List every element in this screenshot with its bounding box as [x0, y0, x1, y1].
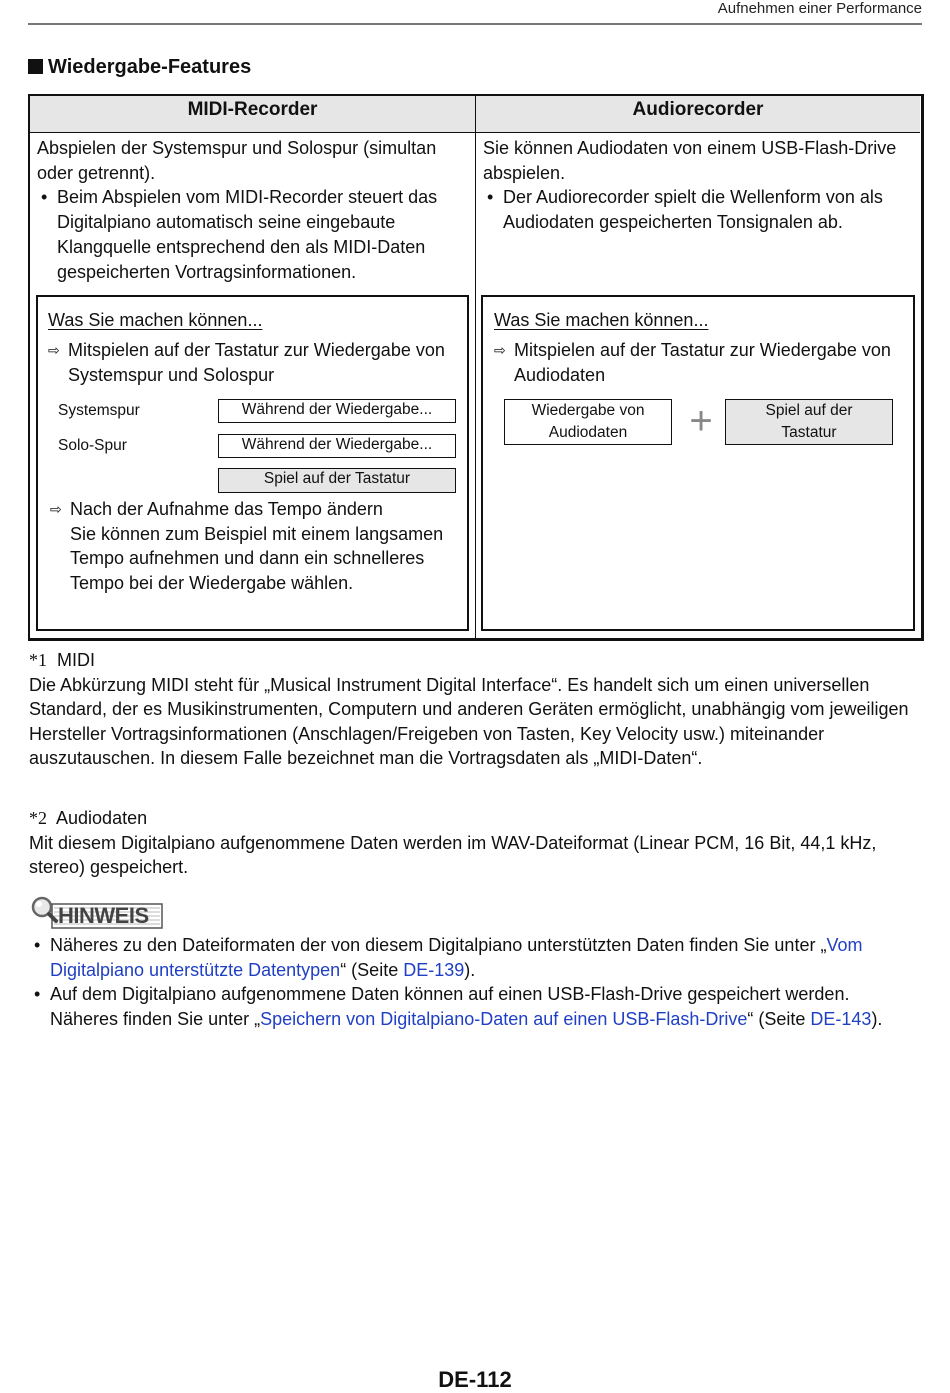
hinweis-note-2: • Auf dem Digitalpiano aufgenommene Daten können auf einen USB-Flash-Drive gespeichert werden. Näheres finden Sie unter „Speichern von Digitalpiano-Daten auf einen USB-Flash-Drive“ (Seite DE-143).: [30, 982, 922, 1031]
footnote-midi-text: Die Abkürzung MIDI steht für „Musical Instrument Digital Interface“. Es handelt sich um einen universellen Standard, der es Musikinstrumenten, Computern und anderen Geräten ermöglicht, unabhängig vom jeweiligen Hersteller Vortragsinformationen (Anschlagen/Freigeben von Tasten, Key Velocity usw.) miteinander auszutauschen. In diesem Falle bezeichnet man die Vortragsdaten als „MIDI-Daten“.: [29, 674, 909, 769]
arrow-right-icon: ⇨: [494, 342, 506, 358]
midi-box-title: Was Sie machen können...: [48, 310, 263, 330]
column-divider: [475, 94, 476, 640]
footnote-audio-text: Mit diesem Digitalpiano aufgenommene Daten werden im WAV-Dateiformat (Linear PCM, 16 Bit, 44,1 kHz, stereo) gespeichert.: [29, 832, 877, 878]
midi-item-2: ⇨ Nach der Aufnahme das Tempo ändern Sie können zum Beispiel mit einem langsamen Tempo aufnehmen und dann ein schnelleres Tempo bei der Wiedergabe wählen.: [50, 499, 444, 594]
midi-description: [37, 136, 469, 284]
square-bullet-icon: [28, 59, 43, 74]
hinweis-note-1: • Näheres zu den Dateiformaten der von diesem Digitalpiano unterstützten Daten finden Sie unter „Vom Digitalpiano unterstützte Datentypen“ (Seite DE-139).: [30, 933, 922, 982]
audio-box-title: Was Sie machen können...: [494, 310, 709, 330]
audio-keyboard-play-box: Spiel auf der Tastatur: [725, 399, 893, 445]
audio-recorder-heading: Audiorecorder: [632, 99, 764, 120]
audio-intro: Sie können Audiodaten von einem USB-Flash-Drive abspielen.: [483, 138, 897, 183]
audio-bullet: • Der Audiorecorder spielt die Wellenform von als Audiodaten gespeicherten Tonsignalen ab.: [483, 185, 913, 234]
page-number: DE-112: [438, 1367, 512, 1392]
footnote-midi-heading: *1 MIDI: [29, 650, 96, 670]
audio-playback-box: Wiedergabe von Audiodaten: [504, 399, 672, 445]
audio-description: [483, 136, 913, 235]
midi-recorder-heading: MIDI-Recorder: [187, 99, 318, 120]
midi-item-1: ⇨ Mitspielen auf der Tastatur zur Wiedergabe von Systemspur und Solospur: [48, 340, 445, 385]
audio-item-1: ⇨ Mitspielen auf der Tastatur zur Wiedergabe von Audiodaten: [494, 340, 891, 385]
link-supported-data-types[interactable]: Vom Digitalpiano unterstützte Datentypen: [50, 935, 863, 980]
midi-bullet: • Beim Abspielen vom MIDI-Recorder steuert das Digitalpiano automatisch seine eingebaute Klangquelle entsprechend den als MIDI-Daten gespeicherten Vortragsinformationen.: [37, 185, 469, 284]
arrow-right-icon: ⇨: [48, 342, 60, 358]
link-page-de-139[interactable]: DE-139: [403, 959, 465, 980]
arrow-right-icon: ⇨: [50, 501, 62, 517]
solospur-label: Solo-Spur: [58, 437, 127, 454]
systemspur-playback-box: Während der Wiedergabe...: [218, 399, 456, 423]
link-save-to-usb[interactable]: Speichern von Digitalpiano-Daten auf einen USB-Flash-Drive: [260, 1008, 748, 1029]
footnote-midi: [29, 648, 921, 771]
hinweis-notes: [30, 933, 922, 1031]
footnote-audio-heading: *2 Audiodaten: [29, 808, 148, 828]
link-page-de-143[interactable]: DE-143: [810, 1008, 872, 1029]
midi-intro: Abspielen der Systemspur und Solospur (simultan oder getrennt).: [37, 138, 437, 183]
hinweis-badge: [30, 896, 163, 930]
hinweis-label: HINWEIS: [58, 903, 149, 928]
footnote-audio: [29, 806, 921, 880]
midi-keyboard-play-box: Spiel auf der Tastatur: [218, 468, 456, 493]
systemspur-label: Systemspur: [58, 402, 140, 419]
plus-icon: +: [689, 399, 713, 443]
chapter-header: Aufnehmen einer Performance: [717, 0, 922, 17]
section-title: Wiedergabe-Features: [28, 55, 251, 79]
solospur-playback-box: Während der Wiedergabe...: [218, 434, 456, 458]
header-rule: [28, 23, 922, 25]
